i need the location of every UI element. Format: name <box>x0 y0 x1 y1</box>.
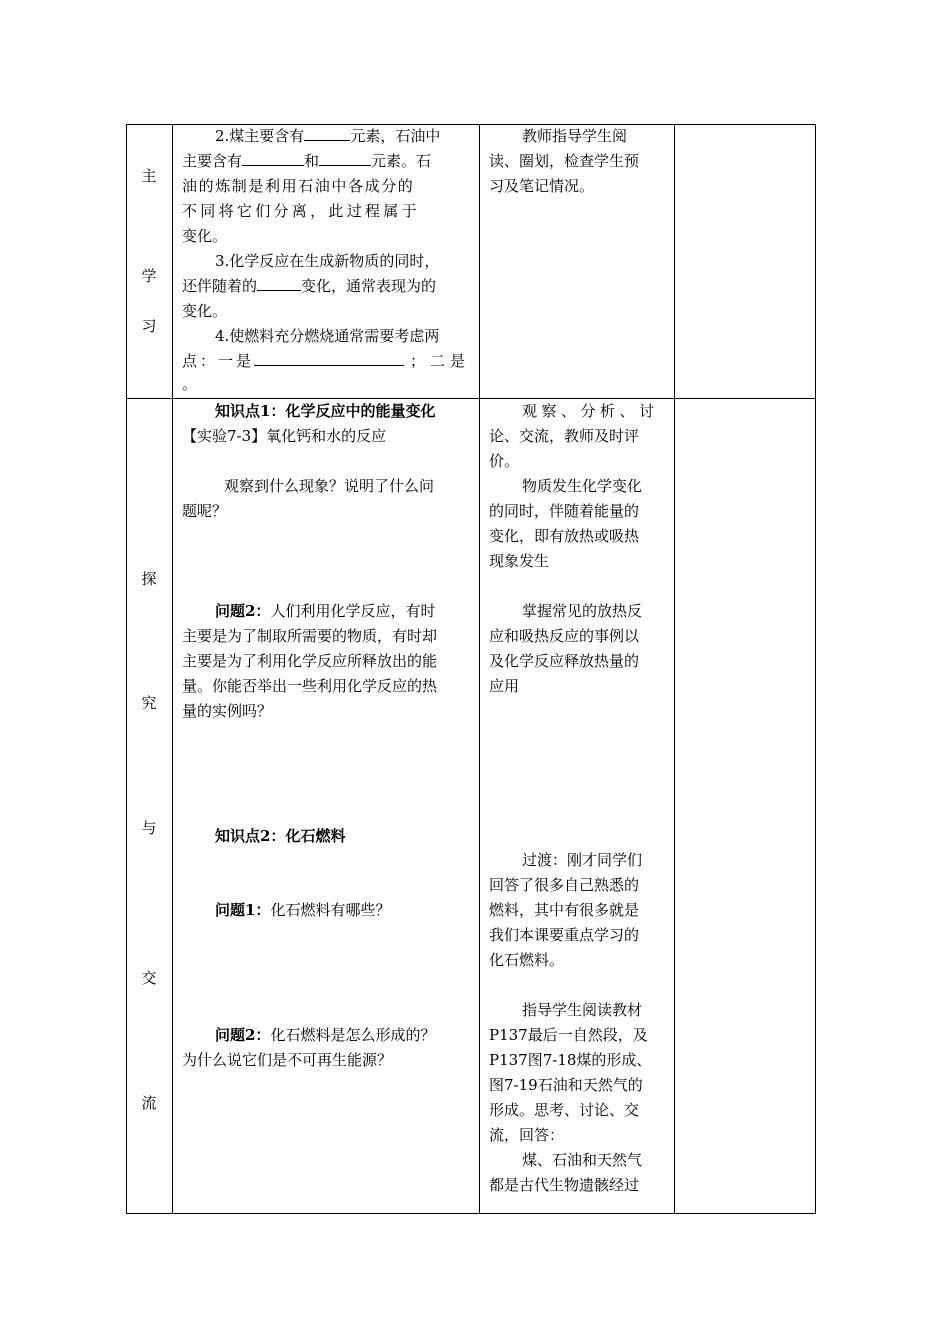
problem-2-line-1 <box>215 599 435 624</box>
table-left-border <box>126 124 127 1214</box>
problem-2-line-5: 量的实例吗？ <box>182 702 273 720</box>
side-label: 流 <box>141 1094 157 1112</box>
activity-note: 应用 <box>489 677 520 695</box>
teacher-note: 读、圈划，检查学生预 <box>489 152 640 170</box>
activity-note: 过渡：刚才同学们 <box>522 851 643 869</box>
activity-note: 变化，即有放热或吸热 <box>489 527 640 545</box>
problem-label: 问题1： <box>215 901 271 919</box>
activity-note: 及化学反应释放热量的 <box>489 652 640 670</box>
blank <box>304 124 350 141</box>
question-3-line-2 <box>182 274 436 299</box>
problem-2-line-4: 量。你能否举出一些利用化学反应的热 <box>182 677 438 695</box>
blank <box>242 149 304 166</box>
side-label: 交 <box>141 969 157 987</box>
side-label: 主 <box>141 167 157 185</box>
activity-note: 论、交流，教师及时评 <box>489 427 640 445</box>
activity-note: 的同时，伴随着能量的 <box>489 502 640 520</box>
blank <box>319 149 371 166</box>
activity-note: 图7-19石油和天然气的 <box>489 1076 643 1094</box>
knowledge-point-1: 知识点1：化学反应中的能量变化 <box>215 402 436 420</box>
activity-note: 价。 <box>489 452 520 470</box>
blank <box>257 274 301 291</box>
text: 还伴随着的 <box>182 277 258 295</box>
text: ；二是 <box>410 352 471 370</box>
activity-note: 形成。思考、讨论、交 <box>489 1101 640 1119</box>
column-divider-3 <box>674 124 675 1214</box>
column-divider-2 <box>479 124 480 1214</box>
activity-note: 都是古代生物遗骸经过 <box>489 1176 640 1194</box>
question-4-line-1: 4.使燃料充分燃烧通常需要考虑两 <box>215 327 440 345</box>
observe-question: 观察到什么现象？说明了什么问 <box>224 477 435 495</box>
question-3-line-3: 变化。 <box>182 302 228 320</box>
fossil-question-2-cont: 为什么说它们是不可再生能源？ <box>182 1051 393 1069</box>
column-divider-1 <box>172 124 173 1214</box>
table-right-border <box>815 124 816 1214</box>
text: 变化，通常表现为的 <box>301 277 437 295</box>
activity-note: 指导学生阅读教材 <box>522 1001 643 1019</box>
text: 元素。石 <box>371 152 432 170</box>
activity-note: P137最后一自然段，及 <box>489 1026 648 1044</box>
side-label: 学 <box>141 267 157 285</box>
question-2-line-5: 变化。 <box>182 227 228 245</box>
side-label: 究 <box>141 694 157 712</box>
activity-note: 流，回答： <box>489 1126 565 1144</box>
activity-note: 煤、石油和天然气 <box>522 1151 643 1169</box>
teacher-note: 习及笔记情况。 <box>489 177 595 195</box>
text: 点：一是 <box>182 352 255 370</box>
question-2-line-1 <box>215 124 440 149</box>
side-label: 与 <box>141 819 157 837</box>
blank <box>254 349 404 366</box>
problem-label: 问题2： <box>215 602 271 620</box>
side-label: 探 <box>141 570 157 588</box>
activity-note: P137图7-18煤的形成、 <box>489 1051 652 1069</box>
question-4-line-3: 。 <box>182 375 198 393</box>
problem-2-line-3: 主要是为了利用化学反应所释放出的能 <box>182 652 438 670</box>
text: 2.煤主要含有 <box>215 127 305 145</box>
activity-note: 物质发生化学变化 <box>522 477 643 495</box>
side-label: 习 <box>141 317 157 335</box>
question-2-line-4: 不同将它们分离，此过程属于 <box>182 202 420 220</box>
activity-note: 现象发生 <box>489 552 550 570</box>
text: 人们利用化学反应，有时 <box>270 602 436 620</box>
text: 主要含有 <box>182 152 243 170</box>
text: 化石燃料有哪些？ <box>270 901 391 919</box>
activity-note: 化石燃料。 <box>489 951 565 969</box>
teacher-note: 教师指导学生阅 <box>522 127 628 145</box>
activity-note: 燃料，其中有很多就是 <box>489 901 640 919</box>
text: 化石燃料是怎么形成的？ <box>270 1026 436 1044</box>
activity-note: 我们本课要重点学习的 <box>489 926 640 944</box>
text: 元素，石油中 <box>350 127 441 145</box>
observe-question: 题呢？ <box>182 502 228 520</box>
text: 和 <box>304 152 320 170</box>
experiment-title: 【实验7-3】氧化钙和水的反应 <box>182 427 387 445</box>
activity-note: 回答了很多自己熟悉的 <box>489 876 640 894</box>
question-3-line-1: 3.化学反应在生成新物质的同时， <box>215 252 440 270</box>
activity-note: 掌握常见的放热反 <box>522 602 643 620</box>
problem-2-line-2: 主要是为了制取所需要的物质，有时却 <box>182 627 438 645</box>
fossil-question-1 <box>215 898 390 923</box>
question-4-line-2 <box>182 349 470 374</box>
problem-label: 问题2： <box>215 1026 271 1044</box>
question-2-line-2 <box>182 149 431 174</box>
knowledge-point-2: 知识点2：化石燃料 <box>215 827 346 845</box>
activity-note: 观察、分析、讨 <box>522 402 659 420</box>
question-2-line-3: 油的炼制是利用石油中各成分的 <box>182 177 415 195</box>
fossil-question-2 <box>215 1023 435 1048</box>
table-bottom-border <box>126 1213 816 1214</box>
activity-note: 应和吸热反应的事例以 <box>489 627 640 645</box>
